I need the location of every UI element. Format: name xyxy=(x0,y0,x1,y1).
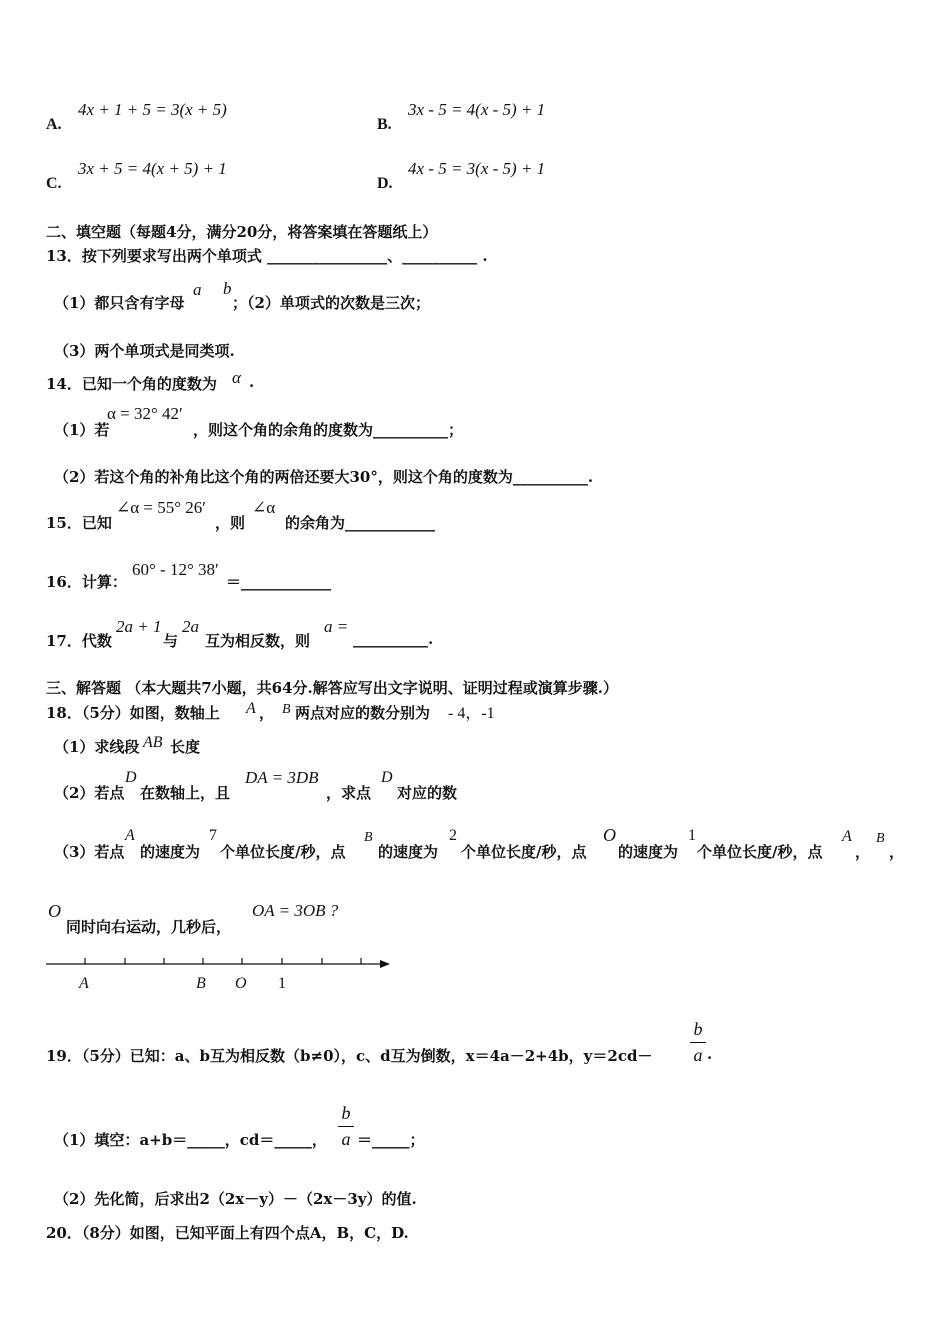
q16-b: ＝____________ xyxy=(226,573,332,591)
q19-fraction xyxy=(690,1019,706,1066)
q17-a: 17．代数 xyxy=(46,632,112,650)
q14-stem: 14．已知一个角的度数为 xyxy=(46,375,217,393)
option-b-equation: 3x - 5 = 4(x - 5) + 1 xyxy=(408,100,546,119)
q18-part3-comma: ， xyxy=(855,843,871,861)
option-d-equation: 4x - 5 = 3(x - 5) + 1 xyxy=(408,159,546,178)
q15-angle: ∠α xyxy=(252,498,276,517)
q18-part3-point-o: O xyxy=(603,825,616,845)
q19-part1-numerator: b xyxy=(341,1103,351,1123)
q18-part3-g: 个单位长度/秒，点 xyxy=(697,843,823,861)
option-b-label: B. xyxy=(377,116,392,133)
q18-part3-point-a: A xyxy=(125,827,135,844)
number-line xyxy=(40,952,400,1002)
q15-a: 15．已知 xyxy=(46,514,112,532)
q13-var-b: b xyxy=(223,279,232,298)
option-a-label: A. xyxy=(46,116,62,133)
axis-label-a: A xyxy=(79,975,89,992)
q18-point-d: D xyxy=(125,769,137,786)
q15-c: 的余角为____________ xyxy=(285,514,436,532)
q18-speed-b: 2 xyxy=(449,827,457,844)
q13-cond1-a: （1）都只含有字母 xyxy=(54,294,185,312)
q18-part1-a: （1）求线段 xyxy=(54,738,140,756)
q20-stem: 20．（8分）如图，已知平面上有四个点A，B，C，D. xyxy=(46,1224,409,1242)
q18-speed-o: 1 xyxy=(688,827,696,844)
q14-part1-b: ，则这个角的余角的度数为__________； xyxy=(193,421,464,439)
q18-part1-b: 长度 xyxy=(170,738,201,756)
q18-part3-point-b-2: B xyxy=(876,831,885,846)
q18-part3-comma-2: ， xyxy=(889,843,905,861)
q13-cond3: （3）两个单项式是同类项. xyxy=(54,342,235,360)
q18-part3-eq: OA = 3OB ? xyxy=(252,901,339,920)
q18-part2-eq: DA = 3DB xyxy=(245,768,319,787)
q18-part3-b: 的速度为 xyxy=(140,843,201,861)
q18-part3-f: 的速度为 xyxy=(618,843,679,861)
q18-part3-point-b: B xyxy=(364,830,373,845)
q18-part2-d: 对应的数 xyxy=(397,784,458,802)
q17-b: 与 xyxy=(163,632,179,650)
q17-c: 互为相反数，则 xyxy=(205,632,311,650)
q18-point-b: B xyxy=(282,702,291,717)
q17-expr2: 2a xyxy=(182,617,199,636)
section-2-title: 二、填空题（每题4分，满分20分，将答案填在答题纸上） xyxy=(46,223,438,241)
axis-label-o: O xyxy=(235,975,247,992)
q18-point-a: A xyxy=(246,700,256,717)
q14-part1-eq: α = 32° 42′ xyxy=(107,404,183,423)
q18-part3-point-a-2: A xyxy=(842,828,852,845)
q18-part2-c: ，求点 xyxy=(326,784,372,802)
q17-expr1: 2a + 1 xyxy=(116,617,162,636)
q19-part1-a: （1）填空：a+b＝_____，cd＝_____， xyxy=(54,1131,327,1149)
option-c-equation: 3x + 5 = 4(x + 5) + 1 xyxy=(78,159,227,178)
q17-d: __________. xyxy=(353,630,434,648)
q19-part2: （2）先化简，后求出2（2x－y）－（2x－3y）的值. xyxy=(54,1190,417,1208)
q13-var-a: a xyxy=(193,280,202,299)
q18-part2-a: （2）若点 xyxy=(54,784,125,802)
q19-denominator: a xyxy=(693,1045,703,1065)
q18-segment-ab: AB xyxy=(143,734,163,751)
q18-values: - 4，-1 xyxy=(448,705,495,722)
axis-label-b: B xyxy=(196,975,206,992)
q13-stem: 13．按下列要求写出两个单项式 ________________、__________ . xyxy=(46,247,488,265)
q18-stem-a: 18．（5分）如图，数轴上 xyxy=(46,704,220,722)
q18-part3-e: 个单位长度/秒，点 xyxy=(461,843,587,861)
number-line-arrow xyxy=(380,960,390,968)
q18-part3-point-o-2: O xyxy=(48,901,61,921)
q19-stem-end: . xyxy=(707,1045,713,1063)
q16-a: 16．计算： xyxy=(46,573,127,591)
axis-label-one: 1 xyxy=(278,975,286,992)
q14-part1-a: （1）若 xyxy=(54,421,110,439)
q19-part1-fraction xyxy=(338,1103,354,1150)
q19-stem: 19．（5分）已知：a、b互为相反数（b≠0），c、d互为倒数，x＝4a－2+4b，y＝2cd－ xyxy=(46,1047,653,1065)
q17-expr3: a = xyxy=(324,617,349,636)
q18-speed-a: 7 xyxy=(209,827,217,844)
q14-alpha: α xyxy=(232,368,241,387)
section-3-title: 三、解答题 （本大题共7小题，共64分.解答应写出文字说明、证明过程或演算步骤.） xyxy=(46,679,618,697)
q18-part3-a: （3）若点 xyxy=(54,843,125,861)
q15-eq: ∠α = 55° 26′ xyxy=(116,498,207,517)
q19-part1-denominator: a xyxy=(341,1129,351,1149)
q18-part3-c: 个单位长度/秒，点 xyxy=(220,843,346,861)
q13-cond1-b: ；（2）单项式的次数是三次； xyxy=(232,294,430,312)
q14-part2: （2）若这个角的补角比这个角的两倍还要大30°，则这个角的度数为__________. xyxy=(54,468,594,486)
option-d-label: D. xyxy=(377,175,393,192)
q19-part1-b: ＝_____； xyxy=(357,1131,425,1149)
q19-numerator: b xyxy=(693,1019,703,1039)
q18-sep: ， xyxy=(259,704,275,722)
q14-stem-end: . xyxy=(249,373,255,391)
q18-part3-d: 的速度为 xyxy=(378,843,439,861)
q15-b: ，则 xyxy=(215,514,246,532)
q18-part3-h: 同时向右运动，几秒后， xyxy=(66,918,232,936)
q16-eq: 60° - 12° 38′ xyxy=(132,560,219,579)
q18-point-d-2: D xyxy=(381,769,393,786)
option-c-label: C. xyxy=(46,175,62,192)
option-a-equation: 4x + 1 + 5 = 3(x + 5) xyxy=(78,100,227,119)
q18-part2-b: 在数轴上，且 xyxy=(140,784,231,802)
q18-stem-b: 两点对应的数分别为 xyxy=(295,704,431,722)
